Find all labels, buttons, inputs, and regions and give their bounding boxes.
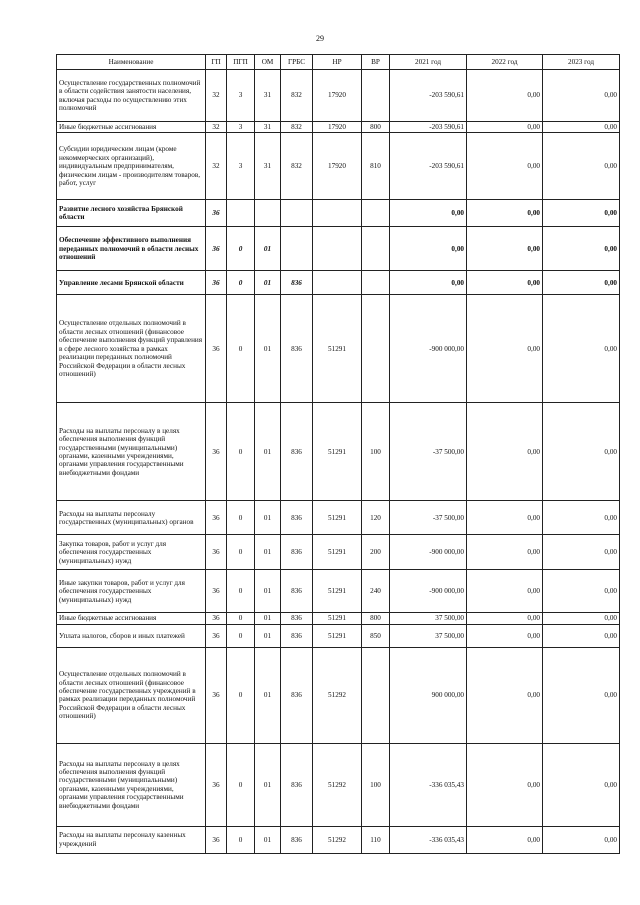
table-row xyxy=(57,826,620,853)
cell-nr: 51291 xyxy=(313,535,362,570)
cell-2022: 0,00 xyxy=(467,501,543,535)
cell-pgp: 0 xyxy=(227,570,255,613)
cell-vr xyxy=(362,271,390,295)
cell-pgp: 0 xyxy=(227,826,255,853)
cell-2022: 0,00 xyxy=(467,613,543,624)
cell-grbs: 832 xyxy=(281,70,313,122)
cell-2022: 0,00 xyxy=(467,295,543,403)
cell-2022: 0,00 xyxy=(467,271,543,295)
cell-2023: 0,00 xyxy=(543,826,620,853)
cell-pgp: 0 xyxy=(227,743,255,826)
cell-2021: -900 000,00 xyxy=(390,570,467,613)
cell-2021: -37 500,00 xyxy=(390,501,467,535)
cell-2023: 0,00 xyxy=(543,743,620,826)
cell-nr: 51292 xyxy=(313,743,362,826)
cell-pgp: 3 xyxy=(227,133,255,200)
cell-name: Развитие лесного хозяйства Брянской области xyxy=(57,200,206,227)
cell-grbs: 836 xyxy=(281,570,313,613)
header-grbs: ГРБС xyxy=(281,55,313,70)
cell-vr: 800 xyxy=(362,613,390,624)
cell-2023: 0,00 xyxy=(543,613,620,624)
cell-name: Субсидии юридическим лицам (кроме некоммерческих организаций), индивидуальным предпринимателям, физическим лицам - производителям товаров, работ, услуг xyxy=(57,133,206,200)
cell-gp: 32 xyxy=(206,133,227,200)
cell-2021: -203 590,61 xyxy=(390,133,467,200)
header-2021: 2021 год xyxy=(390,55,467,70)
cell-name: Осуществление отдельных полномочий в области лесных отношений (финансовое обеспечение государственных учреждений в рамках реализации переданных полномочий Российской Федерации в области лесных отношений) xyxy=(57,647,206,743)
cell-vr: 120 xyxy=(362,501,390,535)
cell-gp: 36 xyxy=(206,271,227,295)
cell-grbs: 836 xyxy=(281,271,313,295)
cell-name: Уплата налогов, сборов и иных платежей xyxy=(57,624,206,647)
cell-om: 01 xyxy=(255,501,281,535)
cell-2023: 0,00 xyxy=(543,535,620,570)
cell-nr xyxy=(313,227,362,271)
table-row xyxy=(57,647,620,743)
cell-om: 01 xyxy=(255,826,281,853)
cell-2023: 0,00 xyxy=(543,122,620,133)
cell-2021: -37 500,00 xyxy=(390,403,467,501)
cell-name: Иные бюджетные ассигнования xyxy=(57,613,206,624)
cell-2023: 0,00 xyxy=(543,200,620,227)
cell-gp: 32 xyxy=(206,70,227,122)
cell-vr: 850 xyxy=(362,624,390,647)
cell-grbs: 832 xyxy=(281,122,313,133)
cell-pgp: 3 xyxy=(227,70,255,122)
header-om: ОМ xyxy=(255,55,281,70)
cell-grbs: 836 xyxy=(281,403,313,501)
cell-gp: 36 xyxy=(206,535,227,570)
table-row xyxy=(57,535,620,570)
table-row xyxy=(57,70,620,122)
cell-om: 31 xyxy=(255,70,281,122)
cell-2021: 900 000,00 xyxy=(390,647,467,743)
cell-nr: 51291 xyxy=(313,501,362,535)
cell-grbs: 836 xyxy=(281,826,313,853)
cell-gp: 36 xyxy=(206,647,227,743)
header-nr: НР xyxy=(313,55,362,70)
table-row xyxy=(57,624,620,647)
cell-2023: 0,00 xyxy=(543,624,620,647)
cell-name: Расходы на выплаты персоналу в целях обеспечения выполнения функций государственными (муниципальными) органами, казенными учреждениями, органами управления государственными внебюджетными фондами xyxy=(57,403,206,501)
header-pgp: ПГП xyxy=(227,55,255,70)
cell-nr: 51292 xyxy=(313,826,362,853)
table-row xyxy=(57,271,620,295)
cell-om: 01 xyxy=(255,624,281,647)
cell-gp: 36 xyxy=(206,826,227,853)
cell-om: 01 xyxy=(255,271,281,295)
cell-grbs: 836 xyxy=(281,743,313,826)
cell-vr xyxy=(362,295,390,403)
cell-vr: 110 xyxy=(362,826,390,853)
table-row xyxy=(57,133,620,200)
cell-gp: 36 xyxy=(206,570,227,613)
cell-2021: 37 500,00 xyxy=(390,624,467,647)
cell-pgp xyxy=(227,200,255,227)
cell-pgp: 0 xyxy=(227,403,255,501)
cell-2022: 0,00 xyxy=(467,70,543,122)
cell-vr: 100 xyxy=(362,403,390,501)
table-row xyxy=(57,743,620,826)
cell-name: Расходы на выплаты персоналу казенных учреждений xyxy=(57,826,206,853)
cell-gp: 36 xyxy=(206,403,227,501)
table-row xyxy=(57,227,620,271)
cell-vr: 100 xyxy=(362,743,390,826)
header-2022: 2022 год xyxy=(467,55,543,70)
cell-2023: 0,00 xyxy=(543,403,620,501)
cell-gp: 36 xyxy=(206,227,227,271)
cell-vr: 240 xyxy=(362,570,390,613)
cell-nr: 51291 xyxy=(313,624,362,647)
cell-pgp: 0 xyxy=(227,271,255,295)
cell-2023: 0,00 xyxy=(543,227,620,271)
cell-2022: 0,00 xyxy=(467,200,543,227)
cell-name: Иные закупки товаров, работ и услуг для обеспечения государственных (муниципальных) нужд xyxy=(57,570,206,613)
cell-2021: 37 500,00 xyxy=(390,613,467,624)
cell-2021: 0,00 xyxy=(390,271,467,295)
table-header-row xyxy=(57,55,620,70)
cell-pgp: 0 xyxy=(227,501,255,535)
cell-2022: 0,00 xyxy=(467,647,543,743)
cell-om: 01 xyxy=(255,647,281,743)
cell-gp: 36 xyxy=(206,501,227,535)
cell-2023: 0,00 xyxy=(543,271,620,295)
cell-name: Обеспечение эффективного выполнения переданных полномочий в области лесных отношений xyxy=(57,227,206,271)
cell-om: 01 xyxy=(255,227,281,271)
cell-2022: 0,00 xyxy=(467,133,543,200)
cell-grbs: 836 xyxy=(281,535,313,570)
cell-gp: 36 xyxy=(206,295,227,403)
cell-nr xyxy=(313,200,362,227)
cell-2021: -203 590,61 xyxy=(390,122,467,133)
header-2023: 2023 год xyxy=(543,55,620,70)
cell-2021: -336 035,43 xyxy=(390,826,467,853)
cell-gp: 36 xyxy=(206,200,227,227)
cell-om: 01 xyxy=(255,535,281,570)
cell-gp: 32 xyxy=(206,122,227,133)
table-row xyxy=(57,613,620,624)
cell-om: 01 xyxy=(255,743,281,826)
cell-nr: 51291 xyxy=(313,570,362,613)
cell-2021: 0,00 xyxy=(390,227,467,271)
cell-2022: 0,00 xyxy=(467,227,543,271)
cell-2021: -900 000,00 xyxy=(390,295,467,403)
cell-grbs xyxy=(281,200,313,227)
page-number: 29 xyxy=(316,34,324,43)
cell-pgp: 0 xyxy=(227,227,255,271)
cell-name: Иные бюджетные ассигнования xyxy=(57,122,206,133)
cell-vr: 200 xyxy=(362,535,390,570)
cell-2023: 0,00 xyxy=(543,647,620,743)
cell-vr: 800 xyxy=(362,122,390,133)
cell-pgp: 0 xyxy=(227,535,255,570)
table-row xyxy=(57,403,620,501)
cell-vr xyxy=(362,647,390,743)
cell-2023: 0,00 xyxy=(543,295,620,403)
cell-2022: 0,00 xyxy=(467,743,543,826)
table-row xyxy=(57,570,620,613)
cell-nr xyxy=(313,271,362,295)
cell-om: 31 xyxy=(255,122,281,133)
cell-nr: 51291 xyxy=(313,613,362,624)
cell-nr: 17920 xyxy=(313,133,362,200)
cell-name: Осуществление отдельных полномочий в области лесных отношений (финансовое обеспечение выполнения функций управления в сфере лесного хозяйства в рамках реализации переданных полномочий Российской Федерации в области лесных отношений) xyxy=(57,295,206,403)
table-row xyxy=(57,501,620,535)
header-vr: ВР xyxy=(362,55,390,70)
cell-om: 01 xyxy=(255,295,281,403)
cell-om: 01 xyxy=(255,613,281,624)
cell-2023: 0,00 xyxy=(543,501,620,535)
cell-2022: 0,00 xyxy=(467,403,543,501)
cell-name: Расходы на выплаты персоналу в целях обеспечения выполнения функций государственными (муниципальными) органами, казенными учреждениями, органами управления государственными внебюджетными фондами xyxy=(57,743,206,826)
cell-2021: -203 590,61 xyxy=(390,70,467,122)
cell-grbs: 836 xyxy=(281,613,313,624)
table-row xyxy=(57,200,620,227)
table-row xyxy=(57,295,620,403)
cell-grbs: 836 xyxy=(281,501,313,535)
cell-om xyxy=(255,200,281,227)
cell-2021: 0,00 xyxy=(390,200,467,227)
cell-2022: 0,00 xyxy=(467,624,543,647)
cell-pgp: 0 xyxy=(227,647,255,743)
cell-vr xyxy=(362,70,390,122)
cell-grbs: 836 xyxy=(281,295,313,403)
cell-2021: -336 035,43 xyxy=(390,743,467,826)
cell-2022: 0,00 xyxy=(467,570,543,613)
cell-nr: 17920 xyxy=(313,70,362,122)
cell-om: 01 xyxy=(255,403,281,501)
cell-vr xyxy=(362,227,390,271)
cell-name: Расходы на выплаты персоналу государственных (муниципальных) органов xyxy=(57,501,206,535)
cell-pgp: 0 xyxy=(227,613,255,624)
header-gp: ГП xyxy=(206,55,227,70)
header-name: Наименование xyxy=(57,55,206,70)
table-row xyxy=(57,122,620,133)
cell-pgp: 0 xyxy=(227,295,255,403)
cell-om: 01 xyxy=(255,570,281,613)
cell-2023: 0,00 xyxy=(543,70,620,122)
cell-grbs: 832 xyxy=(281,133,313,200)
cell-2022: 0,00 xyxy=(467,122,543,133)
cell-nr: 17920 xyxy=(313,122,362,133)
cell-gp: 36 xyxy=(206,624,227,647)
cell-name: Осуществление государственных полномочий в области содействия занятости населения, включая расходы по осуществлению этих полномочий xyxy=(57,70,206,122)
cell-grbs xyxy=(281,227,313,271)
cell-pgp: 3 xyxy=(227,122,255,133)
cell-nr: 51291 xyxy=(313,403,362,501)
cell-2023: 0,00 xyxy=(543,570,620,613)
cell-nr: 51291 xyxy=(313,295,362,403)
cell-pgp: 0 xyxy=(227,624,255,647)
cell-2022: 0,00 xyxy=(467,535,543,570)
cell-gp: 36 xyxy=(206,613,227,624)
cell-grbs: 836 xyxy=(281,647,313,743)
cell-2021: -900 000,00 xyxy=(390,535,467,570)
cell-om: 31 xyxy=(255,133,281,200)
cell-2023: 0,00 xyxy=(543,133,620,200)
cell-gp: 36 xyxy=(206,743,227,826)
cell-nr: 51292 xyxy=(313,647,362,743)
cell-2022: 0,00 xyxy=(467,826,543,853)
cell-vr: 810 xyxy=(362,133,390,200)
cell-vr xyxy=(362,200,390,227)
cell-grbs: 836 xyxy=(281,624,313,647)
cell-name: Управление лесами Брянской области xyxy=(57,271,206,295)
budget-table xyxy=(56,54,620,854)
cell-name: Закупка товаров, работ и услуг для обеспечения государственных (муниципальных) нужд xyxy=(57,535,206,570)
